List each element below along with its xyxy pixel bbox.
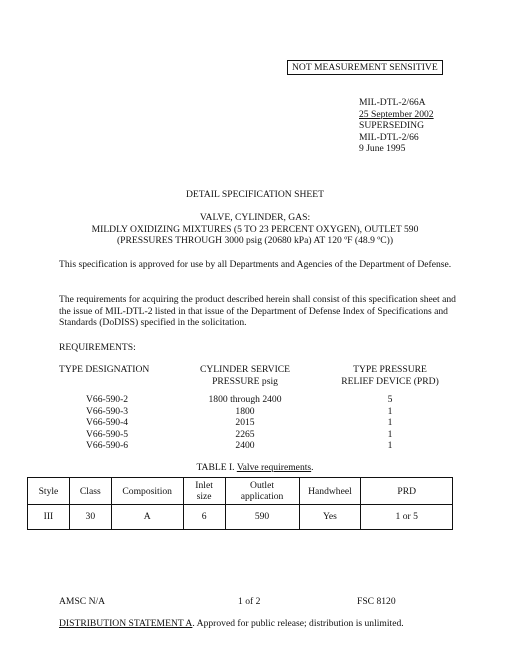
type-cell: V66-590-5 — [86, 428, 129, 440]
header-composition: Composition — [111, 478, 183, 505]
header-prd: PRD — [361, 478, 453, 505]
cell-composition: A — [111, 505, 183, 530]
header-style: Style — [28, 478, 70, 505]
header-class: Class — [69, 478, 111, 505]
cell-handwheel: Yes — [299, 505, 361, 530]
type-cell: V66-590-2 — [86, 394, 129, 405]
cell-outlet-application: 590 — [225, 505, 299, 530]
type-cell: V66-590-6 — [86, 440, 129, 452]
cell-class: 30 — [69, 505, 111, 530]
table-row — [28, 505, 453, 530]
prd-cell: 1 — [387, 405, 393, 417]
col-prd-line2: RELIEF DEVICE (PRD) — [341, 375, 439, 387]
pressure-cell: 2400 — [235, 440, 255, 452]
type-cell: V66-590-4 — [86, 417, 129, 429]
doc-number: MIL-DTL-2/66A — [359, 97, 426, 108]
prd-cell: 1 — [387, 428, 393, 440]
doc-date: 25 September 2002 — [359, 108, 434, 120]
sheet-title: DETAIL SPECIFICATION SHEET — [186, 189, 324, 200]
distribution-text: . Approved for public release; distribution is unlimited. — [192, 618, 404, 629]
title-line-2: MILDLY OXIDIZING MIXTURES (5 TO 23 PERCENT OXYGEN), OUTLET 590 — [91, 223, 419, 235]
pressure-cell: 2265 — [235, 428, 255, 440]
col-prd-line1: TYPE PRESSURE — [353, 364, 427, 375]
distribution-statement — [59, 618, 404, 630]
fsc-number: FSC 8120 — [357, 596, 396, 607]
superseded-date: 9 June 1995 — [359, 143, 406, 155]
header-handwheel: Handwheel — [299, 478, 361, 505]
header-inlet-size: Inlet size — [183, 478, 225, 505]
pressure-cell: 1800 — [235, 405, 255, 417]
distribution-label: DISTRIBUTION STATEMENT A — [59, 618, 193, 629]
valve-requirements-table — [27, 477, 453, 530]
caption-suffix: . — [311, 462, 314, 473]
col-service-pressure-line1: CYLINDER SERVICE — [199, 364, 291, 375]
amsc-number: AMSC N/A — [59, 596, 106, 607]
requirements-heading: REQUIREMENTS: — [59, 342, 136, 353]
col-type-designation-header: TYPE DESIGNATION — [59, 364, 150, 375]
cell-inlet-size: 6 — [183, 505, 225, 530]
title-line-1: VALVE, CYLINDER, GAS: — [199, 212, 311, 223]
requirements-paragraph: The requirements for acquiring the product described herein shall consist of this specification sheet and the issue of MIL-DTL-2 listed in that issue of the Department of Defense Index of Specifications and Standards (DoDISS) specified in the solicitation. — [59, 294, 456, 329]
pressure-cell: 1800 through 2400 — [208, 394, 282, 405]
col-service-pressure-header — [185, 364, 305, 387]
pressure-cell: 2015 — [235, 417, 255, 429]
superseding-label: SUPERSEDING — [359, 120, 425, 132]
superseded-number: MIL-DTL-2/66 — [359, 131, 419, 143]
measurement-stamp: NOT MEASUREMENT SENSITIVE — [287, 60, 443, 75]
valve-table-caption — [0, 462, 510, 474]
approval-paragraph: This specification is approved for use by all Departments and Agencies of the Department of Defense. — [59, 259, 452, 270]
title-line-3: (PRESSURES THROUGH 3000 psig (20680 kPa) AT 120 ºF (48.9 ºC)) — [116, 235, 394, 247]
prd-cell: 5 — [387, 394, 393, 405]
prd-cell: 1 — [387, 440, 393, 452]
cell-prd: 1 or 5 — [361, 505, 453, 530]
header-outlet-application: Outlet application — [225, 478, 299, 505]
valve-table-header-row — [28, 478, 453, 505]
caption-title: Valve requirements — [236, 462, 312, 473]
col-prd-header — [325, 364, 455, 387]
cell-style: III — [28, 505, 70, 530]
page-number: 1 of 2 — [238, 596, 261, 607]
prd-cell: 1 — [387, 417, 393, 429]
col-service-pressure-line2: PRESSURE psig — [212, 375, 278, 387]
type-cell: V66-590-3 — [86, 405, 129, 417]
document-id-block — [359, 97, 434, 155]
caption-prefix: TABLE I. — [196, 462, 235, 473]
